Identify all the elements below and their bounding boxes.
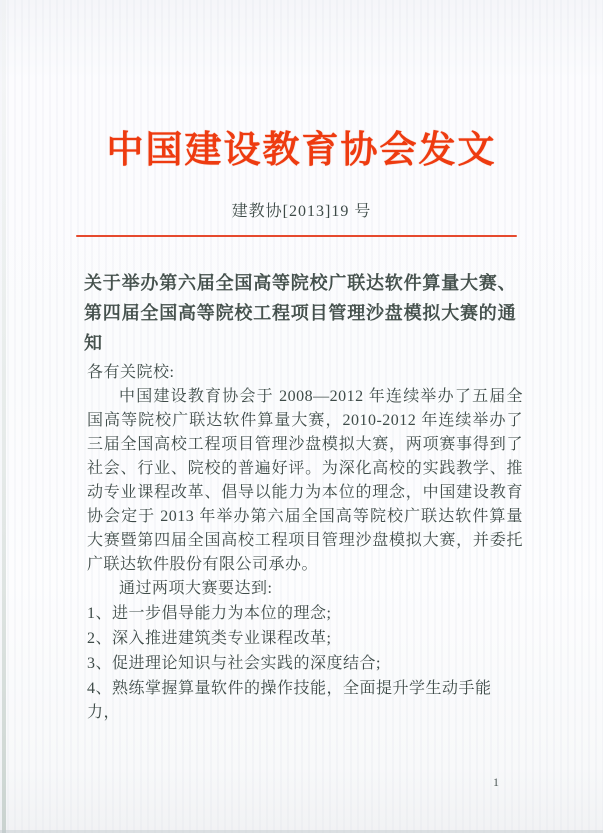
goals-intro: 通过两项大赛要达到: <box>119 580 273 597</box>
document-body <box>87 361 523 725</box>
subject-heading-line-2: 第四届全国高等院校工程项目管理沙盘模拟大赛的通知 <box>84 303 517 353</box>
red-divider-line <box>76 235 517 237</box>
subject-heading-line-1: 关于举办第六届全国高等院校广联达软件算量大赛、 <box>84 273 517 293</box>
body-paragraph: 中国建设教育协会于 2008—2012 年连续举办了五届全国高等院校广联达软件算量大赛，2010-2012 年连续举办了三届全国高校工程项目管理沙盘模拟大赛，两项赛事得到了社会、行业、院校的普遍好评。为深化高校的实践教学、推动专业课程改革、倡导以能力为本位的理念，中国建设教育协会定于 2013 年举办第六届全国高等院校广联达软件算量大赛暨第四届全国高校工程项目管理沙盘模拟大赛，并委托广联达软件股份有限公司承办。 <box>87 388 523 573</box>
goal-item-2: 2、深入推进建筑类专业课程改革; <box>87 630 332 647</box>
subject-heading <box>84 268 532 358</box>
page-number: 1 <box>493 775 499 789</box>
goal-item-1: 1、进一步倡导能力为本位的理念; <box>87 605 332 622</box>
document-title: 中国建设教育协会发文 <box>106 130 497 171</box>
salutation: 各有关院校: <box>87 364 175 381</box>
document-number: 建教协[2013]19 号 <box>231 203 372 220</box>
goal-item-3: 3、促进理论知识与社会实践的深度结合; <box>87 655 381 672</box>
goal-item-4: 4、熟练掌握算量软件的操作技能，全面提升学生动手能力， <box>87 680 492 721</box>
